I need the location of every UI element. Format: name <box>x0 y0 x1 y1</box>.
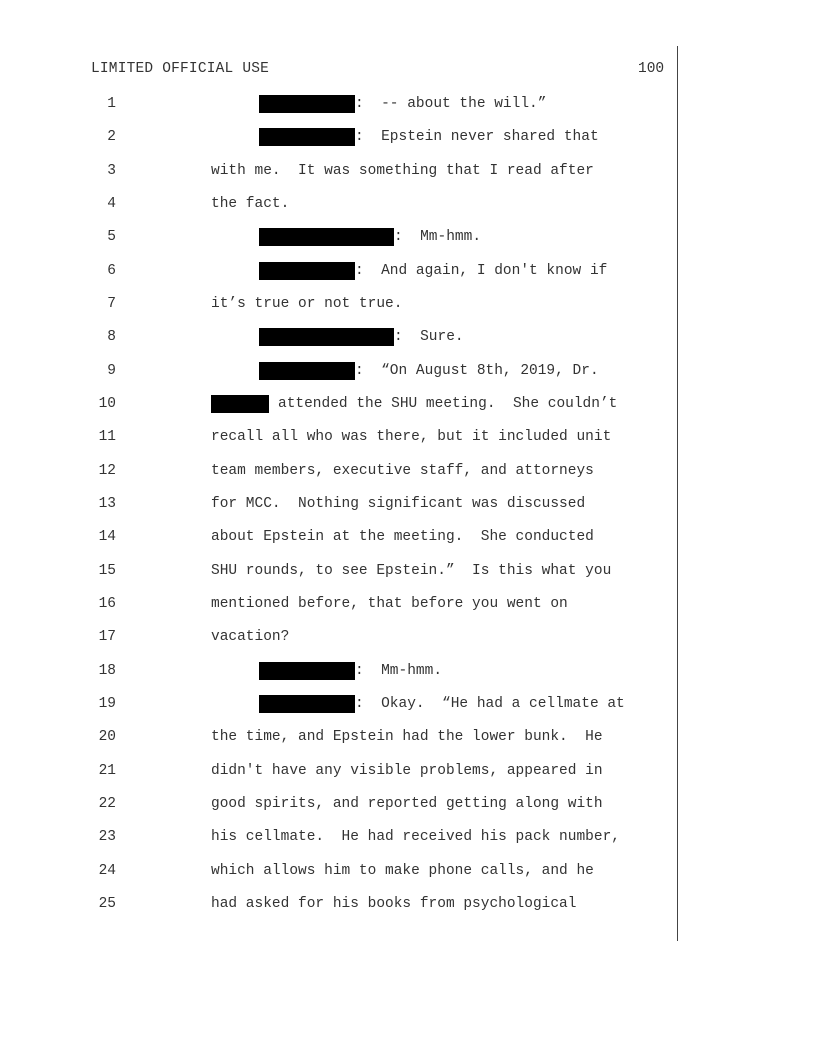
line-number: 17 <box>98 629 116 645</box>
line-text: : Mm-hmm. <box>355 663 443 679</box>
line-number: 24 <box>98 863 116 879</box>
line-number: 18 <box>98 663 116 679</box>
transcript-line <box>0 161 816 181</box>
transcript-line <box>0 394 816 414</box>
line-number: 14 <box>98 529 116 545</box>
line-text: : And again, I don't know if <box>355 263 608 279</box>
line-text: with me. It was something that I read after <box>211 163 594 179</box>
line-number: 19 <box>98 696 116 712</box>
line-text: : Epstein never shared that <box>355 129 599 145</box>
redaction-block <box>259 362 355 380</box>
line-number: 11 <box>98 429 116 445</box>
line-text: : Mm-hmm. <box>394 229 482 245</box>
line-number: 5 <box>107 229 116 245</box>
line-number: 7 <box>107 296 116 312</box>
transcript-line <box>0 727 816 747</box>
line-text: for MCC. Nothing significant was discussed <box>211 496 586 512</box>
page-number: 100 <box>638 61 665 77</box>
line-text: had asked for his books from psychological <box>211 896 577 912</box>
line-text: about Epstein at the meeting. She conducted <box>211 529 594 545</box>
transcript-line <box>0 261 816 281</box>
redaction-block <box>259 95 355 113</box>
line-number: 10 <box>98 396 116 412</box>
redaction-block <box>259 328 394 346</box>
transcript-line <box>0 827 816 847</box>
transcript-line <box>0 861 816 881</box>
transcript-line <box>0 494 816 514</box>
line-number: 22 <box>98 796 116 812</box>
line-number: 1 <box>107 96 116 112</box>
line-number: 20 <box>98 729 116 745</box>
line-number: 16 <box>98 596 116 612</box>
line-number: 3 <box>107 163 116 179</box>
line-text: vacation? <box>211 629 290 645</box>
line-text: his cellmate. He had received his pack number, <box>211 829 620 845</box>
line-text: attended the SHU meeting. She couldn’t <box>278 396 618 412</box>
redaction-block <box>259 662 355 680</box>
transcript-line <box>0 794 816 814</box>
transcript-line <box>0 694 816 714</box>
transcript-line <box>0 427 816 447</box>
transcript-line <box>0 527 816 547</box>
line-text: recall all who was there, but it included unit <box>211 429 612 445</box>
line-text: which allows him to make phone calls, and he <box>211 863 594 879</box>
line-text: good spirits, and reported getting along with <box>211 796 603 812</box>
line-text: didn't have any visible problems, appeared in <box>211 763 603 779</box>
line-text: team members, executive staff, and attorneys <box>211 463 594 479</box>
line-text: mentioned before, that before you went on <box>211 596 568 612</box>
line-number: 15 <box>98 563 116 579</box>
redaction-block <box>259 262 355 280</box>
line-number: 9 <box>107 363 116 379</box>
redaction-block <box>259 228 394 246</box>
transcript-line <box>0 761 816 781</box>
transcript-line <box>0 327 816 347</box>
transcript-line <box>0 361 816 381</box>
line-number: 8 <box>107 329 116 345</box>
line-number: 21 <box>98 763 116 779</box>
redaction-block <box>259 695 355 713</box>
transcript-line <box>0 594 816 614</box>
line-number: 12 <box>98 463 116 479</box>
classification-header: LIMITED OFFICIAL USE <box>91 61 270 77</box>
line-text: : Okay. “He had a cellmate at <box>355 696 625 712</box>
line-number: 23 <box>98 829 116 845</box>
transcript-line <box>0 461 816 481</box>
transcript-line <box>0 194 816 214</box>
transcript-line <box>0 294 816 314</box>
line-text: : Sure. <box>394 329 464 345</box>
line-number: 13 <box>98 496 116 512</box>
redaction-block <box>259 128 355 146</box>
transcript-line <box>0 627 816 647</box>
line-text: it’s true or not true. <box>211 296 403 312</box>
transcript-line <box>0 561 816 581</box>
line-text: the time, and Epstein had the lower bunk. He <box>211 729 603 745</box>
line-number: 6 <box>107 263 116 279</box>
transcript-line <box>0 94 816 114</box>
line-text: : “On August 8th, 2019, Dr. <box>355 363 599 379</box>
transcript-line <box>0 661 816 681</box>
redaction-block <box>211 395 269 413</box>
line-text: SHU rounds, to see Epstein.” Is this what you <box>211 563 612 579</box>
line-text: the fact. <box>211 196 290 212</box>
line-number: 25 <box>98 896 116 912</box>
transcript-line <box>0 127 816 147</box>
transcript-line <box>0 227 816 247</box>
line-number: 4 <box>107 196 116 212</box>
line-text: : -- about the will.” <box>355 96 547 112</box>
transcript-line <box>0 894 816 914</box>
line-number: 2 <box>107 129 116 145</box>
